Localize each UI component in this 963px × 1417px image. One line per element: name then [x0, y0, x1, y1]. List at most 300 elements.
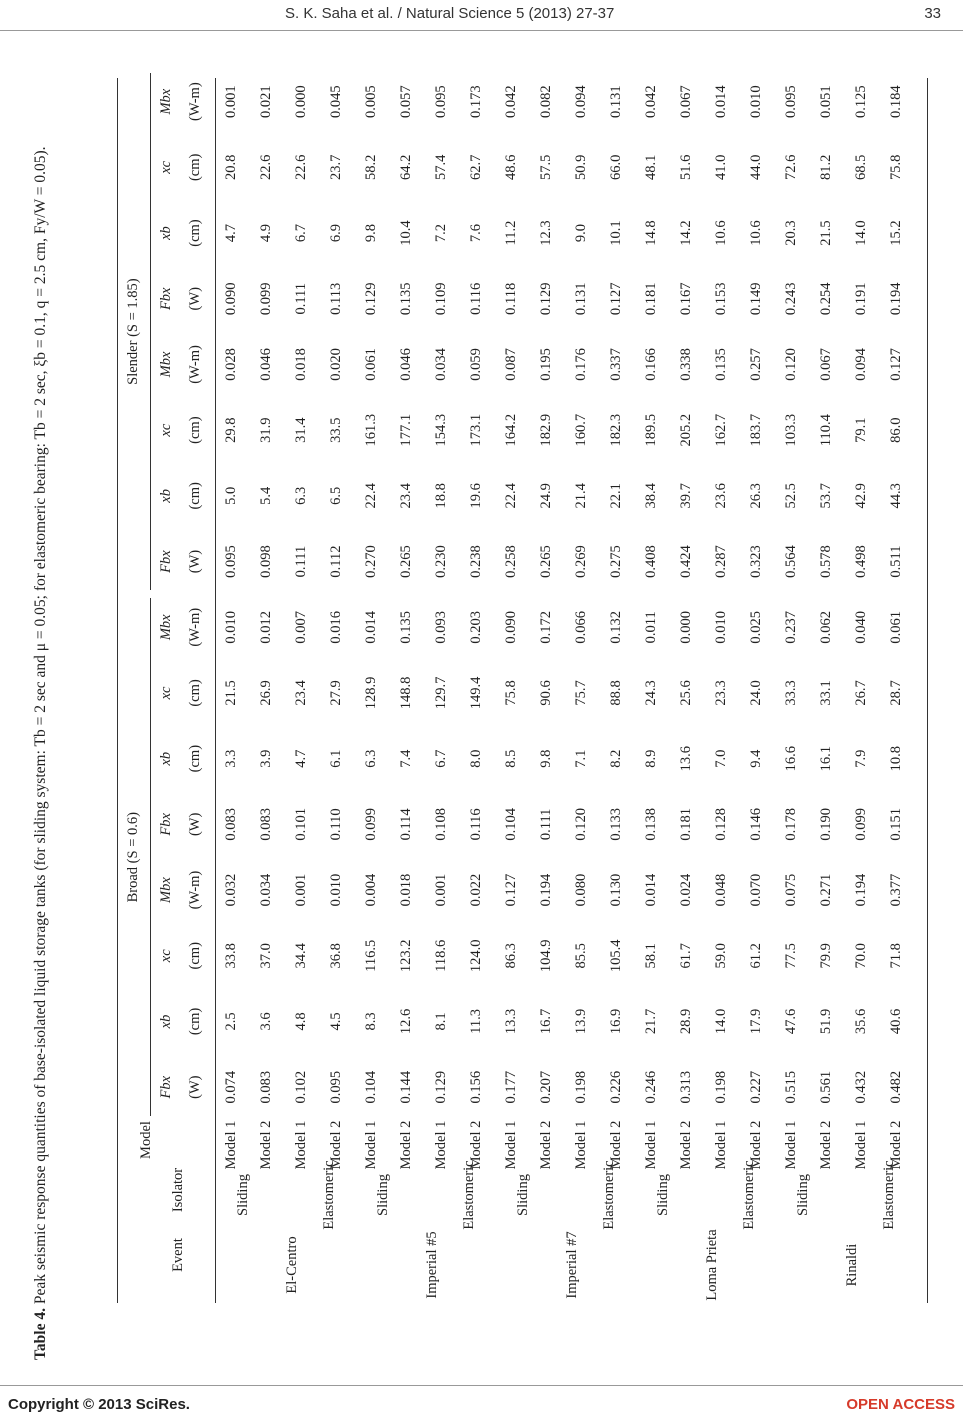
- table-cell: 4.7: [223, 224, 239, 243]
- table-cell: 205.2: [678, 413, 694, 447]
- table-cell: 0.114: [398, 808, 414, 841]
- table-cell: 0.018: [293, 348, 309, 381]
- table-cell: 0.020: [328, 348, 344, 381]
- table-cell: 9.8: [363, 224, 379, 243]
- table-cell: 0.022: [468, 873, 484, 907]
- table-cell: 0.408: [643, 545, 659, 578]
- table-cell: 0.090: [223, 282, 239, 316]
- table-cell: 20.8: [223, 154, 239, 181]
- table-cell: 8.9: [643, 749, 659, 768]
- table-cell: 0.146: [748, 808, 764, 841]
- model-cell: Model 1: [433, 1120, 449, 1170]
- table-cell: 13.3: [503, 1008, 519, 1035]
- table-cell: 0.102: [293, 1070, 309, 1104]
- table-cell: 0.080: [573, 873, 589, 907]
- isolator-cell: Elastomeric: [461, 1160, 477, 1230]
- table-cell: 0.144: [398, 1070, 414, 1104]
- column-header-quantity: xb: [158, 489, 174, 503]
- table-cell: 105.4: [608, 939, 624, 973]
- table-cell: 79.9: [818, 943, 834, 969]
- table-cell: 0.498: [853, 545, 869, 578]
- column-header-unit: (cm): [187, 219, 203, 247]
- table-cell: 21.5: [818, 220, 834, 246]
- table-cell: 16.7: [538, 1008, 554, 1035]
- table-cell: 0.198: [713, 1070, 729, 1104]
- table-cell: 0.108: [433, 808, 449, 841]
- table-cell: 0.198: [573, 1070, 589, 1104]
- table-cell: 40.6: [888, 1008, 904, 1035]
- table-cell: 26.9: [258, 680, 274, 706]
- table-cell: 0.275: [608, 545, 624, 578]
- group-slender-rule: [150, 73, 151, 591]
- table-cell: 0.135: [398, 610, 414, 644]
- table-cell: 0.118: [503, 282, 519, 315]
- model-cell: Model 2: [398, 1120, 414, 1170]
- table-cell: 0.181: [678, 808, 694, 841]
- table-cell: 29.8: [223, 417, 239, 443]
- table-cell: 0.104: [503, 808, 519, 841]
- column-header-unit: (W-m): [187, 870, 203, 910]
- table-cell: 75.8: [503, 680, 519, 706]
- column-header-unit: (cm): [187, 1007, 203, 1036]
- table-cell: 0.099: [363, 808, 379, 841]
- table-cell: 0.432: [853, 1070, 869, 1104]
- table-cell: 110.4: [818, 414, 834, 447]
- table-cell: 14.8: [643, 220, 659, 246]
- model-cell: Model 1: [853, 1120, 869, 1170]
- table-cell: 0.004: [363, 873, 379, 907]
- table-cell: 0.111: [538, 808, 554, 841]
- table-cell: 7.1: [573, 749, 589, 768]
- table-cell: 0.093: [433, 610, 449, 644]
- table-cell: 0.265: [398, 545, 414, 578]
- table-cell: 41.0: [713, 154, 729, 181]
- table-cell: 0.083: [258, 1070, 274, 1104]
- table-cell: 148.8: [398, 676, 414, 710]
- isolator-cell: Sliding: [375, 1174, 391, 1216]
- table-cell: 0.040: [853, 610, 869, 644]
- table-cell: 0.313: [678, 1070, 694, 1104]
- table-cell: 3.9: [258, 749, 274, 768]
- table-cell: 0.061: [888, 610, 904, 644]
- column-header-quantity: Mbx: [158, 614, 174, 641]
- column-header-quantity: xc: [158, 160, 174, 174]
- table-cell: 25.6: [678, 680, 694, 706]
- table-cell: 0.005: [363, 85, 379, 118]
- table-cell: 38.4: [643, 483, 659, 509]
- table-cell: 14.0: [713, 1008, 729, 1035]
- table-cell: 10.1: [608, 220, 624, 246]
- table-cell: 0.087: [503, 348, 519, 381]
- column-header-quantity: xb: [158, 226, 174, 240]
- table-cell: 0.129: [363, 282, 379, 316]
- table-cell: 61.7: [678, 943, 694, 969]
- table-cell: 0.014: [643, 873, 659, 907]
- table-cell: 0.191: [853, 282, 869, 316]
- table-cell: 128.9: [363, 676, 379, 710]
- table-cell: 57.5: [538, 154, 554, 181]
- table-cell: 48.6: [503, 154, 519, 181]
- table-cell: 0.046: [258, 348, 274, 381]
- column-header-unit: (W-m): [187, 607, 203, 647]
- table-cell: 50.9: [573, 154, 589, 181]
- copyright: Copyright © 2013 SciRes.: [8, 1396, 190, 1413]
- table-cell: 0.127: [888, 348, 904, 381]
- table-cell: 0.075: [783, 873, 799, 907]
- model-cell: Model 1: [713, 1120, 729, 1170]
- table-cell: 33.3: [783, 680, 799, 706]
- table-cell: 0.129: [538, 282, 554, 316]
- table-cell: 0.048: [713, 873, 729, 907]
- table-cell: 6.9: [328, 224, 344, 243]
- table-cell: 0.190: [818, 808, 834, 841]
- table-top-rule: [117, 78, 118, 1303]
- column-header-unit: (cm): [187, 744, 203, 773]
- open-access-badge: OPEN ACCESS: [846, 1396, 955, 1413]
- table-cell: 37.0: [258, 943, 274, 969]
- table-cell: 0.323: [748, 545, 764, 578]
- model-cell: Model 1: [223, 1120, 239, 1170]
- table-cell: 51.9: [818, 1008, 834, 1035]
- table-cell: 0.194: [888, 282, 904, 316]
- table-cell: 66.0: [608, 154, 624, 181]
- table-cell: 23.6: [713, 483, 729, 509]
- column-header-unit: (W-m): [187, 82, 203, 121]
- column-header-unit: (W): [187, 812, 203, 837]
- table-cell: 0.125: [853, 85, 869, 118]
- table-cell: 0.578: [818, 545, 834, 578]
- table-cell: 0.083: [258, 808, 274, 841]
- table-cell: 0.001: [293, 873, 309, 907]
- column-header-unit: (W): [187, 549, 203, 574]
- table-cell: 8.1: [433, 1012, 449, 1031]
- caption-text-tail: b = 2 sec and μ = 0.05; for elastomeric bearing: Tb = 2 sec, ξb = 0.1, q = 2.5 cm, Fy/W = 0.05).: [32, 146, 49, 738]
- table-cell: 0.287: [713, 545, 729, 578]
- table-cell: 124.0: [468, 939, 484, 973]
- table-cell: 0.238: [468, 545, 484, 578]
- table-cell: 0.067: [678, 85, 694, 118]
- table-cell: 28.9: [678, 1008, 694, 1035]
- table-cell: 0.129: [433, 1070, 449, 1104]
- table-cell: 20.3: [783, 220, 799, 246]
- model-cell: Model 1: [503, 1120, 519, 1170]
- table-cell: 44.0: [748, 154, 764, 181]
- table-cell: 4.7: [293, 749, 309, 768]
- table-cell: 71.8: [888, 943, 904, 969]
- table-cell: 0.482: [888, 1070, 904, 1104]
- table-cell: 173.1: [468, 413, 484, 447]
- table-cell: 0.082: [538, 85, 554, 118]
- table-cell: 0.095: [783, 85, 799, 118]
- table-cell: 0.176: [573, 348, 589, 381]
- table-cell: 0.025: [748, 610, 764, 644]
- table-cell: 23.7: [328, 154, 344, 181]
- table-cell: 10.4: [398, 220, 414, 246]
- caption-label: Table 4.: [32, 1308, 49, 1360]
- footer-rule: [0, 1385, 963, 1386]
- table-cell: 6.7: [293, 224, 309, 243]
- table-cell: 0.271: [818, 873, 834, 907]
- table-cell: 118.6: [433, 939, 449, 972]
- table-cell: 0.000: [293, 85, 309, 118]
- table-cell: 70.0: [853, 943, 869, 969]
- model-cell: Model 2: [538, 1120, 554, 1170]
- table-cell: 0.094: [853, 348, 869, 381]
- column-header-quantity: Mbx: [158, 351, 174, 378]
- table-cell: 0.116: [468, 808, 484, 841]
- table-cell: 5.0: [223, 486, 239, 505]
- table-cell: 7.2: [433, 224, 449, 243]
- table-cell: 4.5: [328, 1012, 344, 1031]
- table-cell: 0.094: [573, 85, 589, 118]
- table-cell: 6.3: [293, 486, 309, 505]
- table-cell: 9.8: [538, 749, 554, 768]
- table-cell: 0.564: [783, 545, 799, 578]
- table-cell: 0.227: [748, 1070, 764, 1104]
- table-cell: 0.112: [328, 545, 344, 578]
- table-cell: 4.9: [258, 224, 274, 243]
- table-cell: 0.113: [328, 282, 344, 315]
- table-cell: 164.2: [503, 413, 519, 447]
- isolator-cell: Sliding: [655, 1174, 671, 1216]
- table-cell: 0.011: [643, 611, 659, 644]
- table-cell: 10.8: [888, 745, 904, 772]
- table-cell: 8.5: [503, 749, 519, 768]
- table-cell: 23.3: [713, 680, 729, 706]
- table-cell: 24.9: [538, 483, 554, 509]
- table-cell: 123.2: [398, 939, 414, 973]
- table-cell: 0.099: [853, 808, 869, 841]
- table-cell: 9.4: [748, 749, 764, 768]
- table-cell: 0.001: [223, 85, 239, 118]
- table-cell: 0.074: [223, 1070, 239, 1104]
- table-cell: 0.177: [503, 1070, 519, 1104]
- table-cell: 0.178: [783, 808, 799, 841]
- table-cell: 0.269: [573, 545, 589, 578]
- table-cell: 2.5: [223, 1012, 239, 1031]
- table-cell: 11.2: [503, 220, 519, 246]
- table-cell: 24.0: [748, 680, 764, 706]
- table-cell: 0.195: [538, 348, 554, 381]
- column-header-unit: (cm): [187, 942, 203, 970]
- model-cell: Model 2: [608, 1120, 624, 1170]
- table-cell: 4.8: [293, 1012, 309, 1031]
- table-cell: 0.001: [433, 873, 449, 907]
- table-caption: [30, 70, 52, 1360]
- table-cell: 8.2: [608, 749, 624, 768]
- table-cell: 17.9: [748, 1008, 764, 1035]
- table-cell: 0.230: [433, 545, 449, 578]
- column-header-quantity: Mbx: [158, 877, 174, 903]
- group-header-slender: Slender (S = 1.85): [125, 278, 141, 385]
- rotated-table-block: [30, 60, 930, 1360]
- table-cell: 0.151: [888, 808, 904, 841]
- table-cell: 27.9: [328, 680, 344, 706]
- table-cell: 0.111: [293, 282, 309, 315]
- table-cell: 26.7: [853, 680, 869, 706]
- table-cell: 0.130: [608, 873, 624, 907]
- table-cell: 0.257: [748, 348, 764, 381]
- table-cell: 0.024: [678, 873, 694, 907]
- table-cell: 0.226: [608, 1070, 624, 1104]
- column-header-quantity: Fbx: [158, 1075, 174, 1099]
- table-cell: 0.018: [398, 873, 414, 907]
- table-cell: 0.014: [713, 85, 729, 118]
- table-cell: 36.8: [328, 943, 344, 969]
- event-cell: Imperial #5: [424, 1231, 440, 1299]
- table-cell: 14.0: [853, 220, 869, 246]
- table-cell: 0.010: [713, 610, 729, 644]
- table-cell: 0.095: [433, 85, 449, 118]
- table-cell: 0.172: [538, 610, 554, 644]
- page-number: 33: [924, 5, 941, 22]
- table-cell: 0.246: [643, 1070, 659, 1104]
- table-cell: 0.032: [223, 873, 239, 907]
- table-cell: 0.120: [573, 808, 589, 841]
- table-cell: 75.8: [888, 154, 904, 181]
- table-cell: 22.4: [503, 483, 519, 509]
- isolator-cell: Elastomeric: [321, 1160, 337, 1230]
- table-cell: 0.042: [643, 85, 659, 118]
- table-cell: 0.016: [328, 610, 344, 644]
- table-cell: 0.007: [293, 610, 309, 644]
- table-cell: 0.010: [223, 610, 239, 644]
- table-cell: 48.1: [643, 154, 659, 181]
- event-cell: El-Centro: [284, 1236, 300, 1294]
- table-cell: 0.034: [258, 873, 274, 907]
- table-cell: 0.067: [818, 348, 834, 381]
- column-header-unit: (W): [187, 1075, 203, 1099]
- table-cell: 177.1: [398, 413, 414, 447]
- table-cell: 0.046: [398, 348, 414, 381]
- isolator-cell: Elastomeric: [741, 1160, 757, 1230]
- model-cell: Model 1: [573, 1120, 589, 1170]
- table-cell: 88.8: [608, 680, 624, 706]
- table-cell: 33.1: [818, 680, 834, 706]
- table-cell: 3.3: [223, 749, 239, 768]
- column-header-quantity: xb: [158, 1014, 174, 1029]
- model-cell: Model 2: [678, 1120, 694, 1170]
- table-cell: 0.173: [468, 85, 484, 118]
- table-cell: 0.258: [503, 545, 519, 578]
- table-cell: 57.4: [433, 154, 449, 181]
- table-cell: 0.021: [258, 85, 274, 118]
- table-cell: 0.194: [538, 873, 554, 907]
- table-cell: 53.7: [818, 483, 834, 509]
- table-bottom-rule: [927, 78, 928, 1303]
- table-cell: 0.012: [258, 610, 274, 644]
- table-cell: 0.424: [678, 545, 694, 578]
- table-cell: 0.131: [608, 85, 624, 118]
- table-cell: 58.2: [363, 154, 379, 181]
- column-header-unit: (cm): [187, 153, 203, 182]
- table-cell: 0.083: [223, 808, 239, 841]
- table-cell: 0.062: [818, 610, 834, 644]
- table-cell: 31.9: [258, 417, 274, 443]
- table-cell: 0.000: [678, 610, 694, 644]
- table-cell: 0.166: [643, 348, 659, 381]
- table-cell: 0.109: [433, 282, 449, 316]
- table-cell: 7.4: [398, 749, 414, 768]
- table-cell: 7.9: [853, 749, 869, 768]
- table-cell: 0.110: [328, 808, 344, 841]
- column-header-quantity: Fbx: [158, 287, 174, 311]
- table-cell: 11.3: [468, 1009, 484, 1034]
- model-cell: Model 1: [293, 1120, 309, 1170]
- table-cell: 18.8: [433, 483, 449, 509]
- table-cell: 16.9: [608, 1008, 624, 1035]
- table-cell: 24.3: [643, 680, 659, 706]
- table-cell: 0.132: [608, 610, 624, 644]
- table-cell: 39.7: [678, 483, 694, 509]
- table-cell: 15.2: [888, 220, 904, 246]
- table-cell: 103.3: [783, 413, 799, 447]
- column-header-quantity: Fbx: [158, 813, 174, 836]
- table-cell: 0.184: [888, 85, 904, 118]
- table-cell: 0.042: [503, 85, 519, 118]
- table-cell: 0.028: [223, 348, 239, 381]
- table-cell: 0.243: [783, 282, 799, 316]
- table-cell: 13.9: [573, 1008, 589, 1035]
- table-cell: 14.2: [678, 220, 694, 246]
- column-header-quantity: Mbx: [158, 88, 174, 115]
- table-cell: 72.6: [783, 154, 799, 181]
- table-cell: 6.3: [363, 749, 379, 768]
- table-cell: 0.270: [363, 545, 379, 578]
- table-cell: 62.7: [468, 154, 484, 181]
- table-cell: 64.2: [398, 154, 414, 181]
- table-cell: 154.3: [433, 413, 449, 447]
- table-cell: 9.0: [573, 224, 589, 243]
- table-cell: 21.5: [223, 680, 239, 706]
- isolator-cell: Sliding: [795, 1174, 811, 1216]
- table-cell: 0.095: [223, 545, 239, 578]
- table-cell: 86.0: [888, 417, 904, 443]
- column-header-unit: (cm): [187, 416, 203, 444]
- event-cell: Rinaldi: [844, 1243, 860, 1287]
- table-cell: 33.8: [223, 943, 239, 969]
- model-cell: Model 2: [468, 1120, 484, 1170]
- table-cell: 42.9: [853, 483, 869, 509]
- table-cell: 7.6: [468, 224, 484, 243]
- isolator-cell: Elastomeric: [601, 1160, 617, 1230]
- table-cell: 33.5: [328, 417, 344, 443]
- table-cell: 0.131: [573, 282, 589, 316]
- table-cell: 0.095: [328, 1070, 344, 1104]
- table-cell: 160.7: [573, 413, 589, 447]
- table-cell: 0.561: [818, 1070, 834, 1104]
- event-cell: Imperial #7: [564, 1231, 580, 1299]
- table-cell: 44.3: [888, 483, 904, 509]
- table-cell: 189.5: [643, 413, 659, 447]
- table-cell: 0.167: [678, 282, 694, 316]
- table-cell: 0.511: [888, 545, 904, 578]
- table-cell: 0.057: [398, 85, 414, 118]
- page-header: [0, 0, 963, 40]
- table-cell: 0.014: [363, 610, 379, 644]
- table-cell: 0.111: [293, 545, 309, 578]
- table-cell: 31.4: [293, 417, 309, 443]
- table-cell: 0.153: [713, 282, 729, 316]
- isolator-cell: Sliding: [235, 1174, 251, 1216]
- table-cell: 6.1: [328, 749, 344, 768]
- table-cell: 6.5: [328, 486, 344, 505]
- table-cell: 34.4: [293, 943, 309, 969]
- table-cell: 19.6: [468, 483, 484, 509]
- table-cell: 77.5: [783, 943, 799, 969]
- table-cell: 10.6: [748, 220, 764, 246]
- table-cell: 22.6: [293, 154, 309, 181]
